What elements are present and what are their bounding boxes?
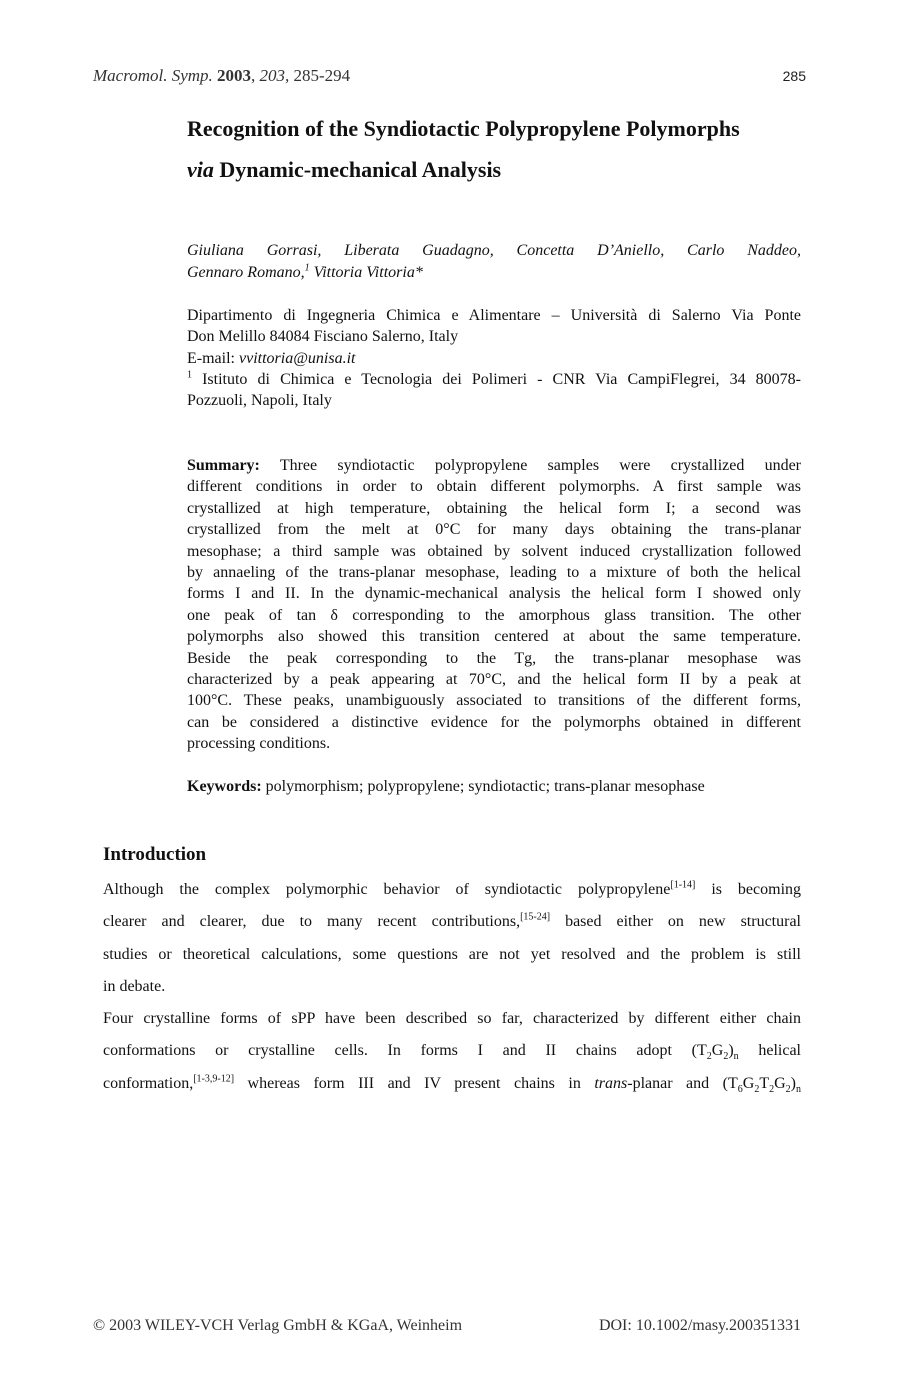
summary-line: Beside the peak corresponding to the Tg, the trans-planar mesophase was [187,649,801,667]
summary-line: by annaeling of the trans-planar mesophase, leading to a mixture of both the helical [187,564,801,582]
journal-name: Macromol. Symp. [93,66,213,85]
body-text: G [742,1074,755,1092]
summary-label: Summary: [187,457,260,474]
keywords-label: Keywords: [187,778,262,795]
subscript: 2 [785,1084,791,1095]
body-line [103,1068,801,1100]
body-text: conformations or crystalline cells. In forms I and II chains adopt (T [103,1042,707,1060]
affiliation-line5: Pozzuoli, Napoli, Italy [187,392,332,410]
subscript: 2 [723,1051,729,1063]
author-romano: Gennaro Romano, [187,264,305,281]
authors-line2 [187,262,423,284]
summary-line: 100°C. These peaks, unambiguously associated to transitions of the different forms, [187,692,801,710]
subscript: 2 [706,1051,712,1063]
affiliation-line2: Don Melillo 84084 Fisciano Salerno, Italy [187,328,459,346]
email-line [187,348,801,369]
keywords-text: polymorphism; polypropylene; syndiotactic; trans-planar mesophase [261,778,705,795]
summary-abstract [187,455,801,755]
section-heading-introduction: Introduction [103,844,207,865]
subscript: 2 [754,1084,760,1095]
keywords [187,778,705,796]
italic-term: trans [594,1074,628,1092]
intro-paragraph-1 [103,874,801,1004]
footer-doi[interactable]: DOI: 10.1002/masy.200351331 [598,1317,801,1334]
body-text: clearer and clearer, due to many recent contributions, [103,913,521,931]
subscript: 2 [769,1084,775,1095]
body-line: in debate. [103,978,166,996]
body-line: studies or theoretical calculations, some questions are not yet resolved and the problem is still [103,945,801,963]
body-text: -planar and (T [627,1074,738,1092]
body-text: ) [728,1042,734,1060]
affiliation-line1: Dipartimento di Ingegneria Chimica e Alimentare – Università di Salerno Via Ponte [187,307,801,324]
summary-line [187,455,801,476]
body-text: based either on new structural [550,913,801,931]
summary-line: different conditions in order to obtain different polymorphs. A first sample was [187,478,801,496]
running-header: Macromol. Symp. 2003, 203, 285-294 [93,66,351,85]
summary-line: characterized by a peak appearing at 70°C, and the helical form II by a peak at [187,671,801,689]
subscript: n [796,1084,801,1095]
summary-line: processing conditions. [187,735,331,753]
body-text: whereas form III and IV present chains in [234,1074,595,1092]
affiliation-line4-text: Istituto di Chimica e Tecnologia dei Polimeri - CNR Via CampiFlegrei, 34 80078- [192,370,801,388]
body-text: G [711,1042,724,1060]
body-text: Although the complex polymorphic behavior of syndiotactic polypropylene [103,881,671,898]
author-affil-mark: 1 [304,262,310,274]
subscript: 6 [737,1084,743,1095]
body-text: conformation, [103,1074,194,1092]
intro-paragraph-2 [103,1003,801,1100]
body-text: ) [790,1074,796,1092]
affiliation-block [187,305,801,411]
body-text: T [759,1074,770,1092]
authors-line1: Giuliana Gorrasi, Liberata Guadagno, Concetta D’Aniello, Carlo Naddeo, [187,242,801,259]
summary-line: can be considered a distinctive evidence for the polymorphs obtained in different [187,713,801,731]
body-line [103,874,801,906]
paper-title-line2 [187,157,807,183]
citation: [1-14] [670,879,696,891]
title-via: via [187,157,214,182]
title-rest: Dynamic-mechanical Analysis [213,157,502,182]
summary-line: one peak of tan δ corresponding to the amorphous glass transition. The other [187,606,801,624]
summary-line: polymorphs also showed this transition centered at about the same temperature. [187,628,801,646]
page-number: 285 [782,68,806,84]
body-line [103,1035,801,1067]
email-label: E-mail: [187,349,239,367]
body-text: helical [738,1042,802,1060]
affiliation-mark: 1 [187,369,192,381]
summary-line: crystallized at high temperature, obtaining the helical form I; a second was [187,499,801,517]
summary-line: crystallized from the melt at 0°C for many days obtaining the trans-planar [187,521,801,539]
citation: [15-24] [520,912,551,924]
summary-text: Three syndiotactic polypropylene samples were crystallized under [259,457,801,474]
affiliation-line4 [187,369,801,390]
journal-year: 2003 [217,66,252,85]
body-line [103,906,801,938]
paper-title-line1: Recognition of the Syndiotactic Polypropylene Polymorphs [187,116,740,141]
citation: [1-3,9-12] [193,1073,235,1085]
summary-line: mesophase; a third sample was obtained by solvent induced crystallization followed [187,542,801,560]
email-link[interactable]: vvittoria@unisa.it [238,349,356,367]
body-line: Four crystalline forms of sPP have been described so far, characterized by different either chain [103,1010,801,1027]
journal-volume: 203, [259,66,290,85]
body-text: is becoming [695,881,802,898]
subscript: n [733,1051,739,1063]
footer-copyright: © 2003 WILEY-VCH Verlag GmbH & KGaA, Weinheim [93,1317,463,1334]
body-text: G [774,1074,786,1092]
author-vittoria: Vittoria Vittoria* [309,264,423,281]
summary-line: forms I and II. In the dynamic-mechanical analysis the helical form I showed only [187,585,801,603]
journal-pages: 285-294 [293,66,351,85]
